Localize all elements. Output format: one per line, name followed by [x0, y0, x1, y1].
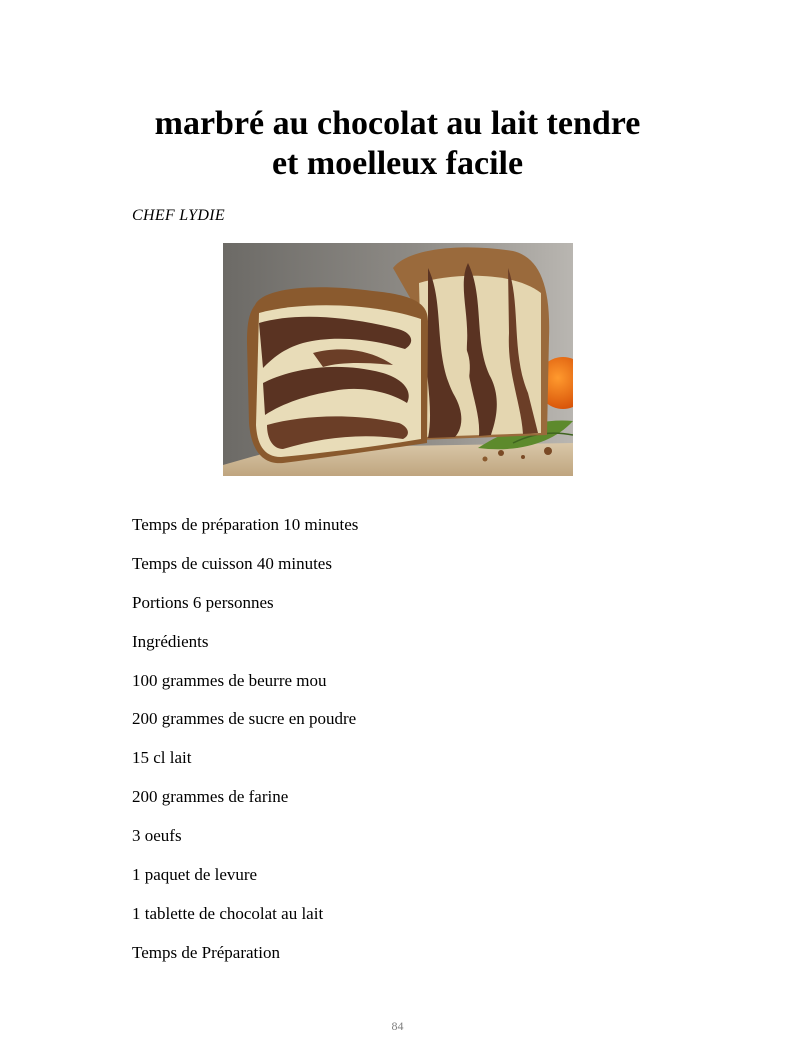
list-item: 200 grammes de sucre en poudre: [132, 709, 357, 729]
recipe-title-line-2: et moelleux facile: [271, 145, 524, 182]
list-item: Ingrédients: [132, 631, 209, 651]
recipe-details-list: [132, 513, 358, 980]
list-item: 1 tablette de chocolat au lait: [132, 903, 324, 923]
marble-cake-photo: [223, 243, 573, 476]
list-item: Temps de cuisson 40 minutes: [132, 553, 332, 573]
recipe-title-line-1: marbré au chocolat au lait tendre: [154, 105, 641, 142]
list-item: Temps de Préparation: [132, 942, 280, 962]
list-item: Temps de préparation 10 minutes: [132, 515, 359, 534]
list-item: 100 grammes de beurre mou: [132, 670, 327, 690]
list-item: 15 cl lait: [132, 748, 192, 768]
list-item: 200 grammes de farine: [132, 787, 289, 807]
list-item: 3 oeufs: [132, 826, 182, 846]
list-item: Portions 6 personnes: [132, 592, 274, 612]
recipe-title: [0, 104, 795, 184]
recipe-author: CHEF LYDIE: [132, 207, 225, 224]
page-number: 84: [391, 1019, 404, 1033]
list-item: 1 paquet de levure: [132, 865, 258, 885]
